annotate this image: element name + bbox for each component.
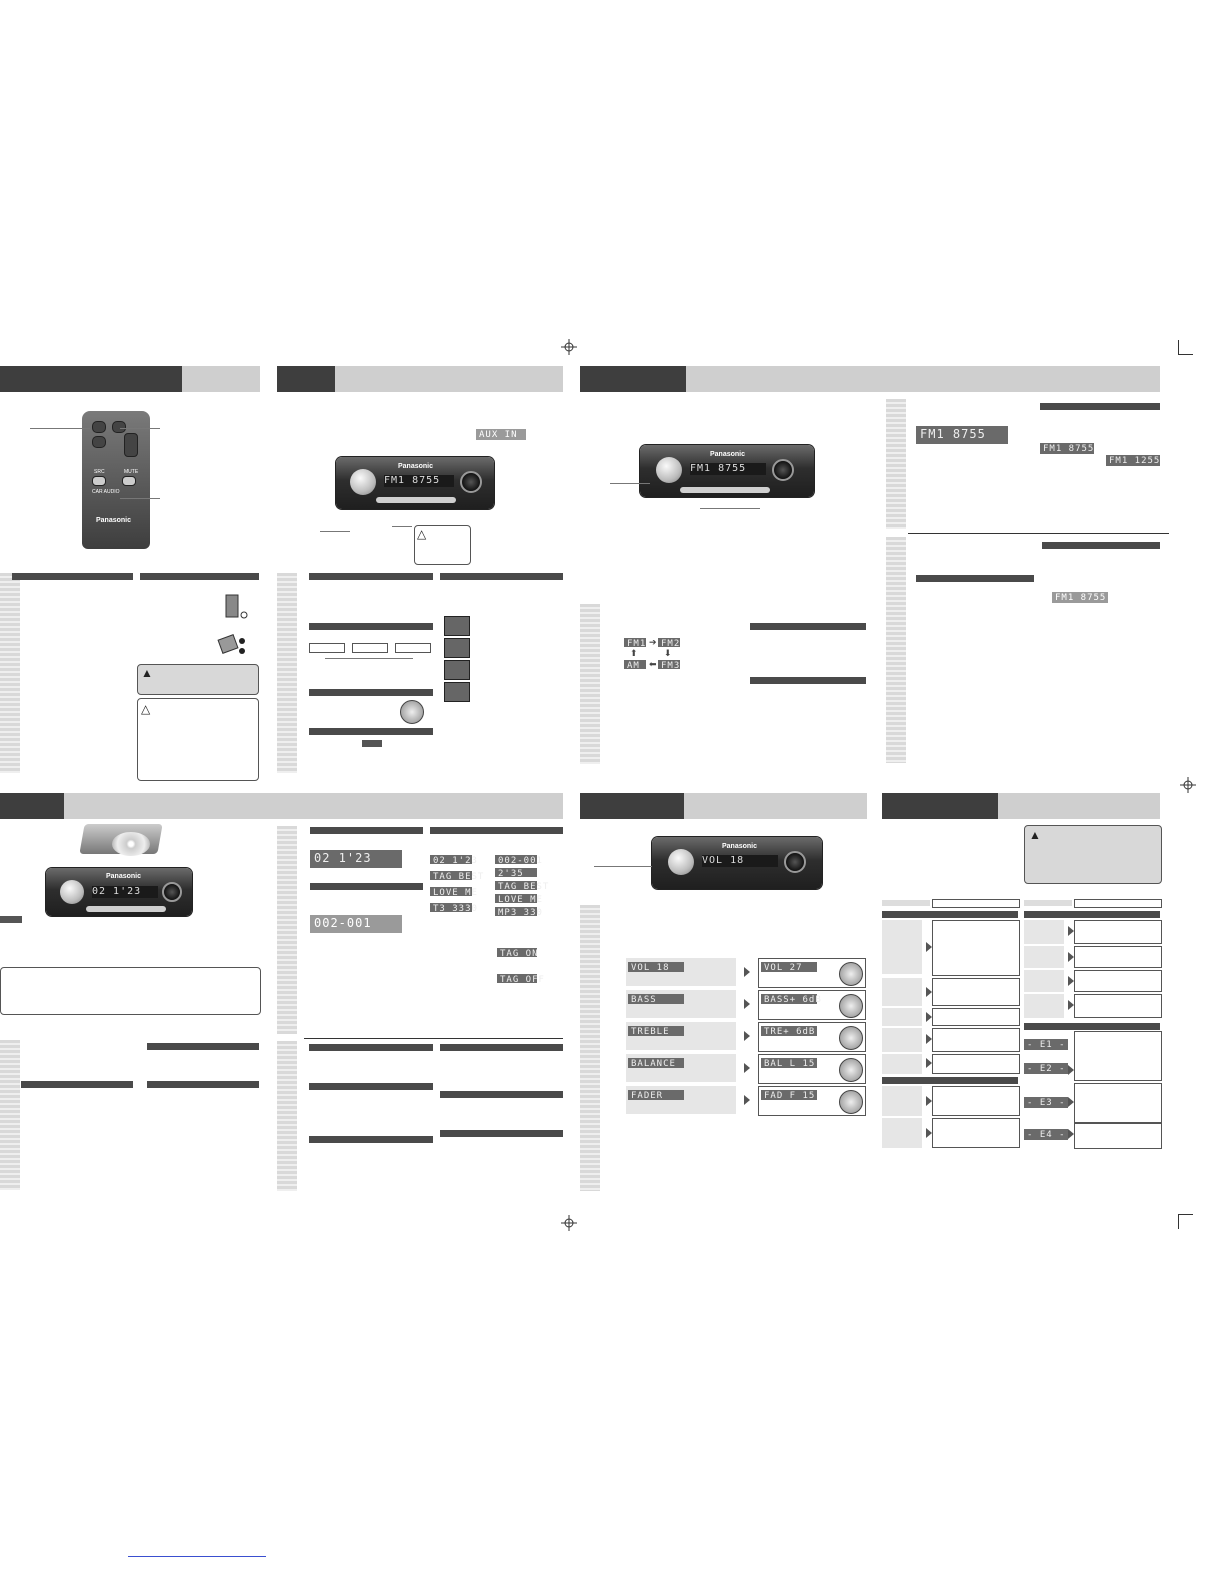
side-tab [0, 1040, 20, 1190]
caution-icon: △ [141, 702, 151, 716]
callout-line [120, 498, 160, 499]
preset-buttons [376, 497, 456, 503]
caution-icon: △ [417, 527, 427, 541]
remote-car-audio: CAR AUDIO [92, 489, 120, 495]
preset-buttons [86, 906, 166, 912]
warning-icon: ▲ [1029, 828, 1041, 842]
side-tab [580, 905, 600, 1191]
disc-unit-display: 02 1'23 [92, 886, 158, 898]
knob-icon [839, 994, 863, 1018]
table-header-cell [1074, 899, 1162, 908]
table-header-cell [932, 899, 1020, 908]
remote-button [92, 421, 106, 433]
section-bar [916, 575, 1034, 582]
section-bar [440, 1130, 563, 1137]
disc-note-box [0, 967, 261, 1015]
audio-value: FAD F 15 [761, 1090, 817, 1100]
arrow-icon [744, 1063, 750, 1073]
table-header-cell [1024, 900, 1072, 906]
error-code: - E2 - [1024, 1063, 1068, 1074]
section-bar [882, 1077, 1018, 1084]
section-bar [440, 573, 563, 580]
disc-list-right [495, 855, 550, 931]
radio-unit-display: FM1 8755 [690, 463, 766, 475]
side-tab [886, 537, 906, 763]
registration-mark-bottom [561, 1215, 577, 1231]
arrow-right-icon: ➔ [649, 637, 657, 647]
radio-preset-display: FM1 8755 [1040, 443, 1094, 454]
disc-list-left [430, 855, 485, 915]
arrow-icon [744, 967, 750, 977]
caution-box [137, 698, 259, 781]
knob-icon [839, 1026, 863, 1050]
aux-unit-display: FM1 8755 [384, 475, 454, 487]
header-radio [580, 366, 1160, 392]
volume-knob [656, 457, 682, 483]
section-bar [147, 1043, 259, 1050]
side-tab [277, 573, 297, 773]
disc-track-display: 02 1'23 [310, 850, 402, 868]
table-header-cell [882, 900, 930, 906]
warning-icon: ▲ [141, 666, 153, 680]
section-bar [309, 573, 433, 580]
aux-in-display: AUX IN [476, 429, 526, 440]
band-fm1: FM1 [624, 638, 646, 647]
callout-line [320, 531, 350, 532]
disc-logo [0, 916, 22, 923]
flow-box [395, 643, 431, 653]
select-knob [460, 471, 482, 493]
audio-unit-display: VOL 18 [702, 855, 778, 867]
side-tab [277, 1041, 297, 1191]
mode-icons [444, 616, 470, 702]
list-item: 02 1'23 [430, 855, 472, 864]
volume-knob [60, 880, 84, 904]
side-tab [277, 826, 297, 1034]
trouble-warning-box [1024, 825, 1162, 884]
list-item: 2'35 [495, 868, 537, 877]
remote-button [92, 436, 106, 448]
error-code: - E3 - [1024, 1097, 1068, 1108]
arrow-icon [744, 1031, 750, 1041]
remote-button [112, 421, 126, 433]
list-item: LOVE ME [495, 894, 537, 903]
select-knob [772, 459, 794, 481]
audio-value: VOL 27 [761, 962, 817, 972]
arrow-down-icon: ⬇ [664, 648, 672, 658]
disc-mp3-display: 002-001 [310, 915, 402, 933]
section-bar [309, 1044, 433, 1051]
select-knob [784, 851, 806, 873]
tag-on-display: TAG ON [497, 948, 537, 957]
arrow-icon [744, 999, 750, 1009]
remote-src-label: SRC [94, 469, 105, 475]
crosshair-icon [1180, 777, 1196, 793]
disc-icon [112, 832, 150, 856]
audio-left-list [626, 958, 736, 1118]
audio-setting: VOL 18 [628, 962, 684, 972]
aux-caution-box [414, 525, 471, 565]
section-bar [147, 1081, 259, 1088]
section-bar [310, 827, 423, 834]
section-bar [882, 911, 1018, 918]
section-bar [1040, 403, 1160, 410]
audio-value: TRE+ 6dB [761, 1026, 817, 1036]
header-aux [277, 366, 563, 392]
section-bar [1024, 911, 1160, 918]
list-item: 002-001 [495, 855, 537, 864]
callout-line [30, 428, 90, 429]
callout-line [610, 483, 650, 484]
band-fm3: FM3 [658, 660, 680, 669]
list-item: MP3 330 [495, 907, 537, 916]
list-item: LOVE ME [430, 887, 472, 896]
section-bar [309, 1083, 433, 1090]
section-bar [750, 677, 866, 684]
tag-off-display: TAG OFF [497, 974, 537, 983]
divider [908, 533, 1169, 534]
head-unit-disc [46, 868, 192, 916]
flow-return-line [325, 658, 413, 659]
error-code: - E1 - [1024, 1039, 1068, 1050]
crop-mark-bottom-right [1178, 1214, 1193, 1229]
preset-buttons [680, 487, 770, 493]
list-item: T3 3330 [430, 903, 472, 912]
section-bar [309, 623, 433, 630]
unit-brand: Panasonic [710, 451, 746, 458]
registration-mark-right [1180, 777, 1196, 793]
unit-brand: Panasonic [722, 843, 758, 850]
flow-box [309, 643, 345, 653]
crosshair-icon [561, 1215, 577, 1231]
arrow-up-icon: ⬆ [630, 648, 638, 658]
section-bar [440, 1091, 563, 1098]
section-bar [21, 1081, 133, 1088]
band-fm2: FM2 [658, 638, 680, 647]
section-bar [140, 573, 259, 580]
head-unit-radio [640, 445, 814, 497]
header-audio [580, 793, 867, 819]
select-knob [162, 882, 182, 902]
trouble-right-table [1024, 920, 1162, 1020]
section-bar [440, 1044, 563, 1051]
unit-brand: Panasonic [398, 463, 434, 470]
error-code: - E4 - [1024, 1129, 1068, 1140]
callout-line [120, 428, 160, 429]
knob-icon [839, 1058, 863, 1082]
band-am: AM [624, 660, 646, 669]
battery-illustration [222, 593, 250, 621]
audio-setting: TREBLE [628, 1026, 684, 1036]
battery-insert-illustration [218, 633, 250, 657]
warning-box [137, 664, 259, 695]
side-tab [0, 573, 20, 773]
footer-link-underline [128, 1556, 266, 1557]
section-bar [12, 573, 133, 580]
volume-knob [668, 849, 694, 875]
section-bar [1024, 1023, 1160, 1030]
audio-value: BASS+ 6dB [761, 994, 817, 1004]
list-item: TAG BEST [430, 871, 472, 880]
remote-button [122, 476, 136, 486]
audio-setting: BALANCE [628, 1058, 684, 1068]
audio-value: BAL L 15 [761, 1058, 817, 1068]
head-unit-aux [336, 457, 494, 509]
flow-box [352, 643, 388, 653]
arrow-left-icon: ⬅ [649, 659, 657, 669]
section-bar [430, 827, 563, 834]
header-trouble [882, 793, 1160, 819]
knob-icon [839, 1090, 863, 1114]
radio-main-display: FM1 8755 [916, 426, 1008, 444]
unit-brand: Panasonic [106, 873, 142, 880]
audio-setting: BASS [628, 994, 684, 1004]
knob-icon [839, 962, 863, 986]
arrow-icon [744, 1095, 750, 1105]
remote-mute-label: MUTE [124, 469, 139, 475]
header-remote [0, 366, 260, 392]
section-bar [310, 883, 423, 890]
section-bar [309, 728, 433, 735]
callout-line [392, 526, 412, 527]
callout-line [700, 508, 760, 509]
remote-brand: Panasonic [96, 517, 132, 524]
divider [304, 1038, 563, 1039]
mute-indicator [362, 740, 382, 747]
radio-flash-display: FM1 8755 [1052, 592, 1108, 603]
trouble-left-table-2 [882, 1086, 1020, 1150]
audio-right-list [758, 958, 866, 1118]
registration-mark-top [561, 339, 577, 355]
remote-control [82, 411, 150, 549]
section-bar [1042, 542, 1160, 549]
crosshair-icon [561, 339, 577, 355]
section-bar [309, 689, 433, 696]
header-disc [0, 793, 563, 819]
error-code-table [1024, 1031, 1162, 1151]
list-item: TAG BEST [495, 881, 537, 890]
crop-mark-top-right [1178, 340, 1193, 355]
volume-dial-icon [400, 700, 424, 724]
callout-line [594, 866, 652, 867]
remote-button [124, 433, 138, 457]
volume-knob [350, 469, 376, 495]
head-unit-audio [652, 837, 822, 889]
side-tab [886, 399, 906, 529]
section-bar [309, 1136, 433, 1143]
side-tab [580, 604, 600, 764]
audio-setting: FADER [628, 1090, 684, 1100]
section-bar [750, 623, 866, 630]
radio-alt-display: FM1 1255 [1106, 455, 1160, 466]
remote-button [92, 476, 106, 486]
